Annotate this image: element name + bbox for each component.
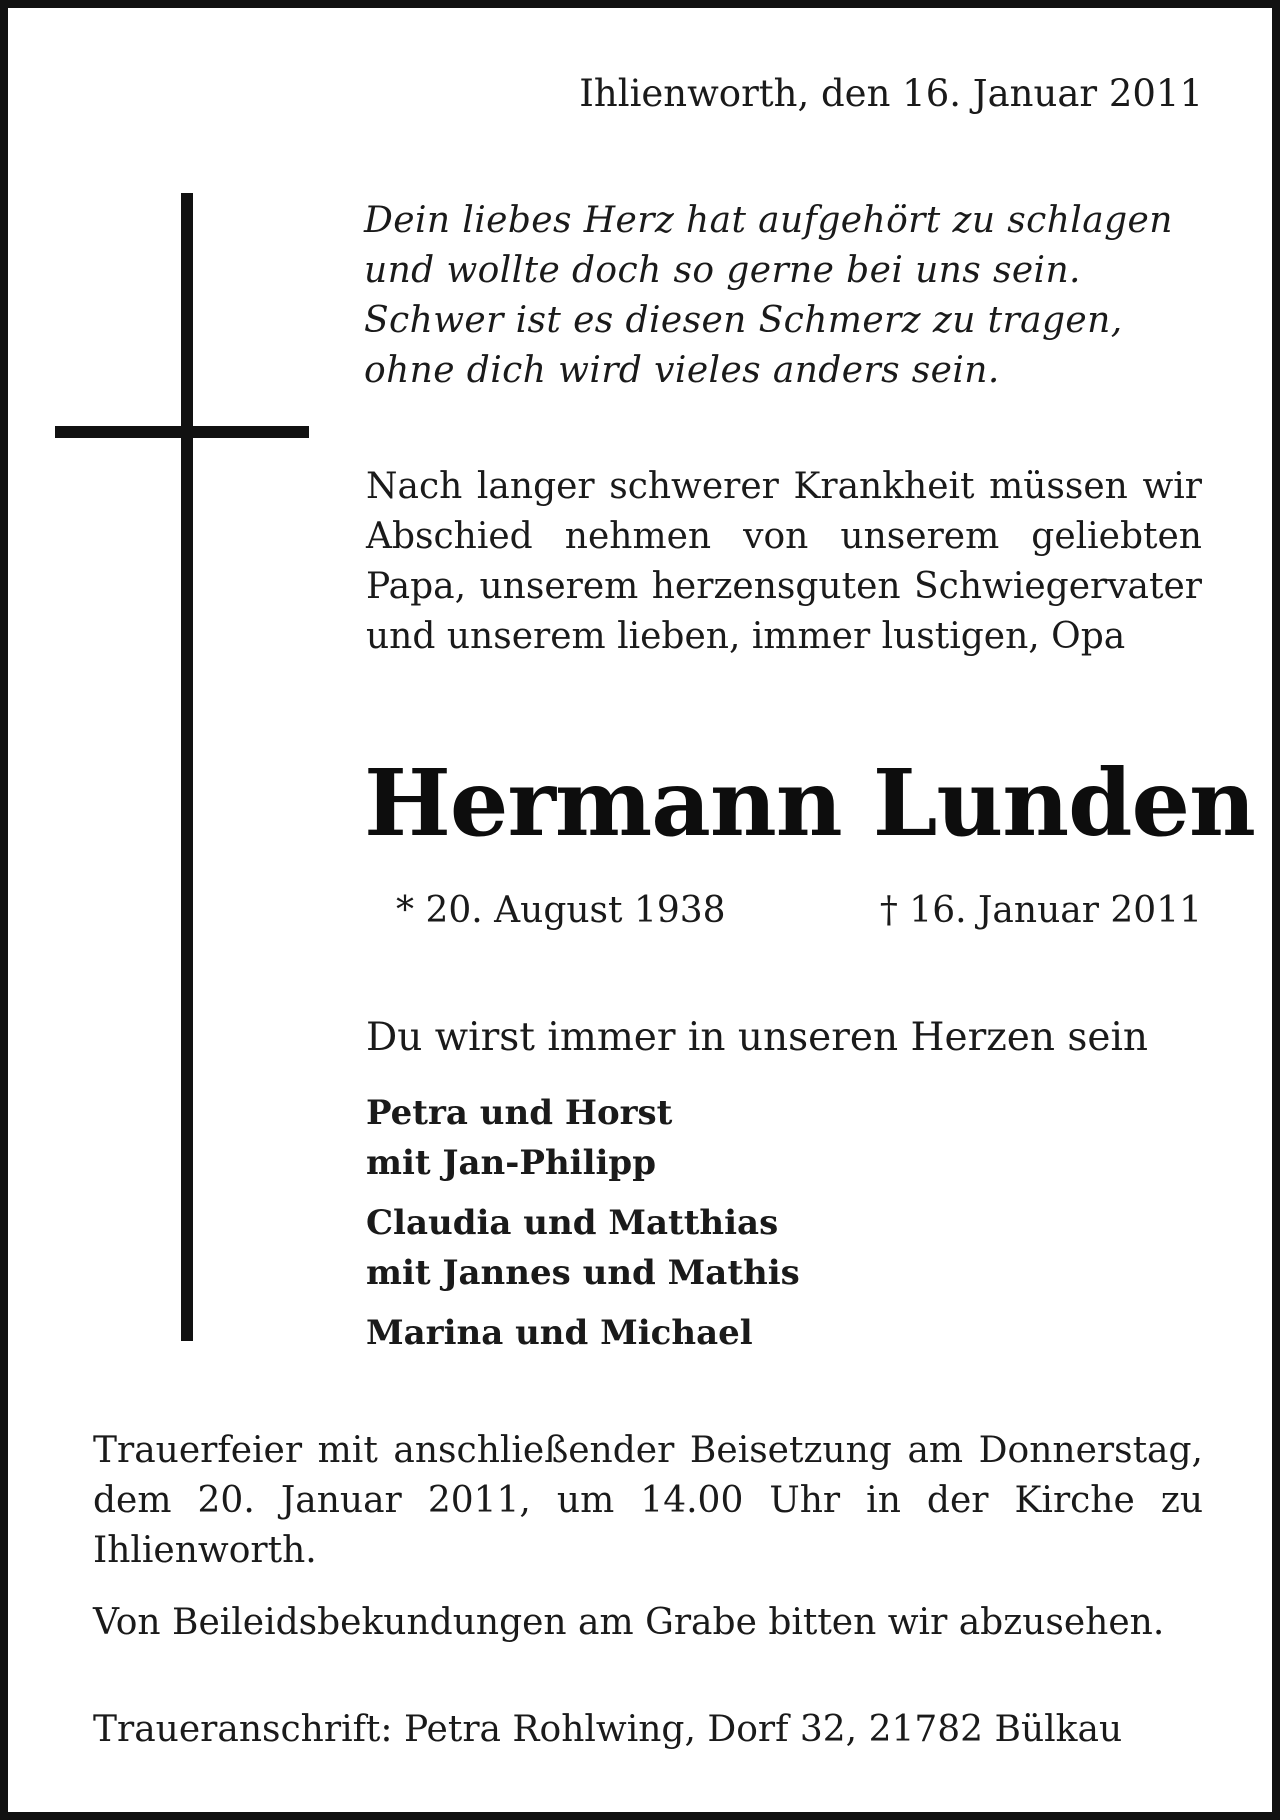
- announcement-text: Nach langer schwerer Krankheit müssen wir Abschied nehmen von unserem geliebten Papa, unserem herzensguten Schwiegervater und unserem lieben, immer lustigen, Opa: [366, 466, 1202, 657]
- cross-icon-vertical-beam: [181, 193, 193, 1341]
- mourner-line: Marina und Michael: [366, 1313, 753, 1353]
- poem-line: Dein liebes Herz hat aufgehört zu schlagen: [364, 200, 1173, 241]
- dateline: Ihlienworth, den 16. Januar 2011: [579, 72, 1203, 115]
- poem-line: ohne dich wird vieles anders sein.: [364, 350, 1000, 391]
- mourner-line: Claudia und Matthias: [366, 1203, 779, 1243]
- mourner-line: mit Jan-Philipp: [366, 1143, 656, 1183]
- memorial-motto: Du wirst immer in unseren Herzen sein: [366, 1015, 1149, 1060]
- funeral-details: Trauerfeier mit anschließender Beisetzung am Donnerstag, dem 20. Januar 2011, um 14.00 Uhr in der Kirche zu Ihlienworth.: [93, 1430, 1203, 1571]
- mourner-line: Petra und Horst: [366, 1093, 673, 1133]
- death-date: † 16. Januar 2011: [879, 890, 1202, 931]
- mourner-line: mit Jannes und Mathis: [366, 1253, 800, 1293]
- poem-line: und wollte doch so gerne bei uns sein.: [364, 250, 1081, 291]
- mourner-group: [366, 1198, 800, 1298]
- deceased-name: Hermann Lunden: [364, 749, 1255, 857]
- poem-line: Schwer ist es diesen Schmerz zu tragen,: [364, 300, 1123, 341]
- memorial-poem: [364, 196, 1204, 396]
- birth-date: * 20. August 1938: [396, 890, 726, 931]
- mourning-address: Traueranschrift: Petra Rohlwing, Dorf 32, 21782 Bülkau: [93, 1709, 1123, 1750]
- condolence-note: Von Beileidsbekundungen am Grabe bitten wir abzusehen.: [93, 1602, 1165, 1643]
- cross-icon-horizontal-beam: [55, 426, 309, 438]
- mourner-group: [366, 1308, 800, 1358]
- mourners-list: [366, 1088, 800, 1368]
- mourner-group: [366, 1088, 800, 1188]
